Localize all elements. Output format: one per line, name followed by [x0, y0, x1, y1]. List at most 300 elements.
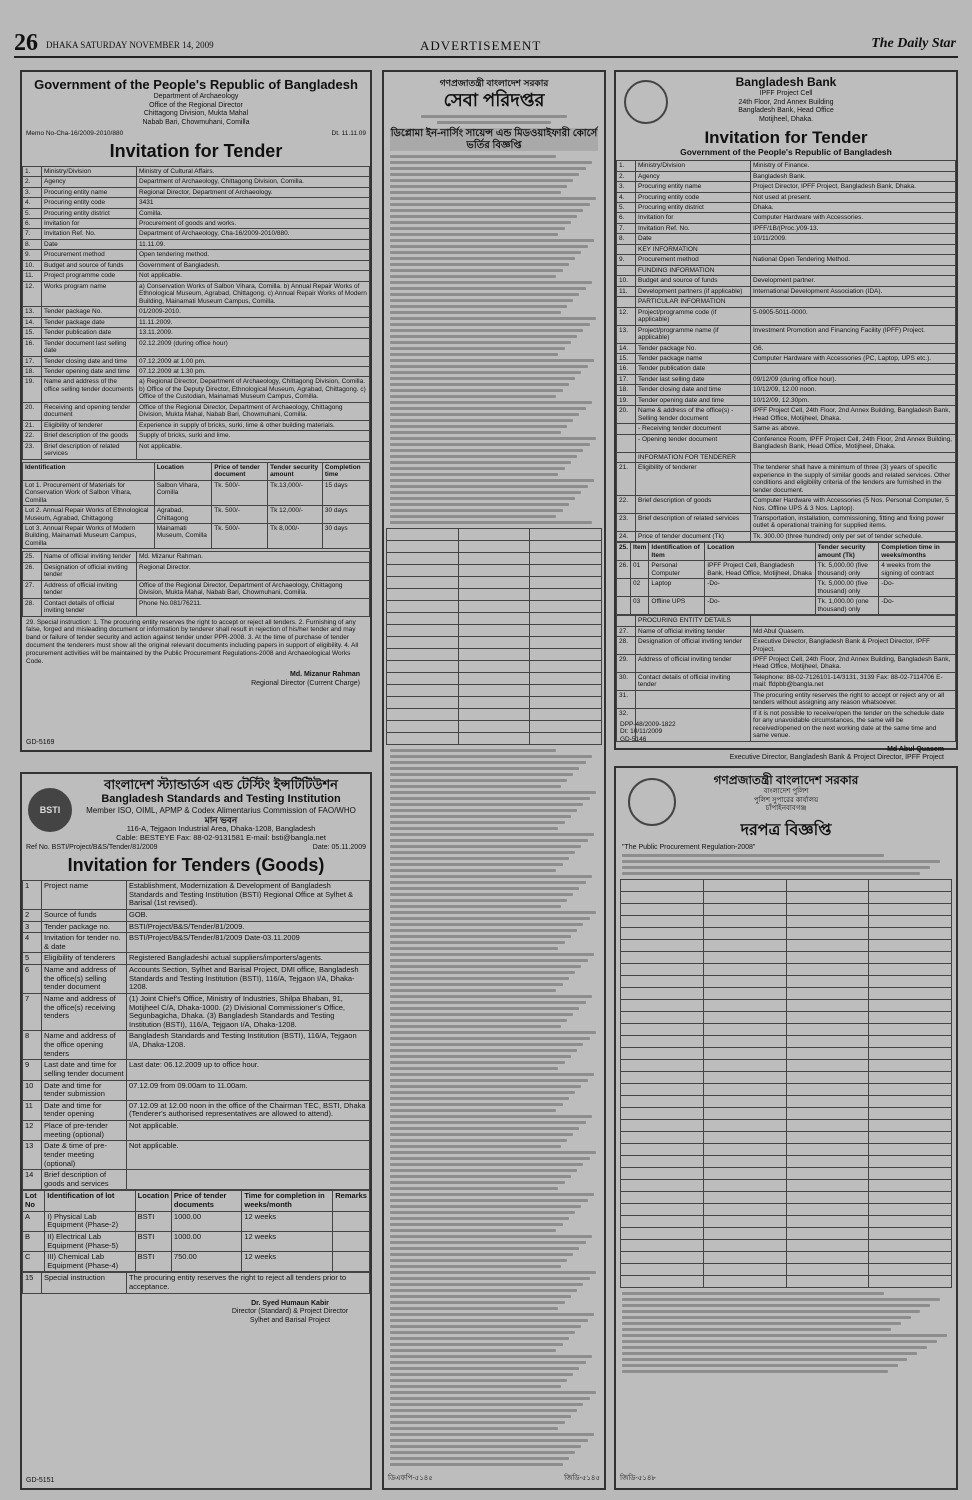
text-line — [390, 917, 590, 920]
table-cell: 12. — [23, 281, 42, 306]
table-row — [617, 597, 956, 615]
text-line — [390, 1073, 594, 1076]
text-line — [390, 761, 586, 764]
table-row — [617, 626, 956, 636]
table-cell: Receiving and opening tender document — [42, 402, 137, 420]
table-cell: Invitation for tender no. & date — [42, 933, 127, 953]
text-line — [390, 1139, 567, 1142]
table-cell — [617, 244, 636, 254]
text-line — [390, 167, 586, 170]
text-line — [622, 1304, 930, 1307]
text-line — [390, 1463, 563, 1466]
table-cell — [869, 1120, 952, 1132]
bsti-membership: Member ISO, OIML, APMP & Codex Alimentarius Commission of FAO/WHO — [86, 805, 356, 815]
table-cell — [617, 424, 636, 434]
table-row — [621, 1168, 952, 1180]
bangladesh-bank-tender-ad — [614, 70, 958, 762]
table-cell — [530, 697, 602, 709]
table-row — [617, 424, 956, 434]
table-cell — [786, 916, 869, 928]
text-line — [390, 419, 573, 422]
table-row — [617, 161, 956, 171]
table-cell: Budget and source of funds — [42, 260, 137, 270]
table-cell: Works program name — [42, 281, 137, 306]
table-cell: Computer Hardware with Accessories (PC, Laptop, UPS etc.). — [751, 354, 956, 364]
text-line — [390, 899, 567, 902]
table-cell — [458, 589, 530, 601]
table-cell — [703, 1276, 786, 1288]
table-cell: 19. — [23, 377, 42, 402]
bsti-bhaban: মান ভবন — [204, 814, 238, 825]
table-row — [617, 672, 956, 690]
table-cell — [621, 1108, 704, 1120]
bsti-name: Bangladesh Standards and Testing Institution — [101, 792, 341, 805]
table-cell: 21. — [617, 463, 636, 496]
table-cell: 17. — [617, 374, 636, 384]
table-cell — [786, 1096, 869, 1108]
text-line — [390, 503, 569, 506]
table-row — [617, 616, 956, 626]
text-line — [390, 323, 590, 326]
table-cell: 29. — [617, 655, 636, 673]
text-line — [390, 1355, 592, 1358]
table-cell: IPFF Project Cell, Bangladesh Bank, Head Office, Motijheel, Dhaka — [705, 561, 815, 579]
table-row — [621, 1120, 952, 1132]
table-header-cell: Completion time in weeks/months — [879, 543, 956, 561]
table-cell: 13. — [617, 325, 636, 343]
table-header-cell: Tender security amount (Tk) — [815, 543, 879, 561]
text-line — [390, 521, 592, 524]
table-cell: Invitation Ref. No. — [636, 223, 751, 233]
table-header-cell: Price of tender document — [212, 462, 268, 480]
table-row — [23, 523, 370, 548]
police-gov: গণপ্রজাতন্ত্রী বাংলাদেশ সরকার — [713, 773, 859, 787]
text-line — [390, 1193, 594, 1196]
table-cell — [869, 1060, 952, 1072]
table-cell — [621, 1012, 704, 1024]
lots-table — [22, 462, 370, 550]
section-label: ADVERTISEMENT — [420, 38, 542, 53]
table-cell: Not applicable. — [127, 1141, 370, 1170]
table-cell: Department of Archaeology, Chittagong Division, Comilla. — [137, 177, 370, 187]
table-row — [617, 202, 956, 212]
table-cell — [530, 733, 602, 745]
table-cell: Ministry/Division — [636, 161, 751, 171]
table-cell — [703, 880, 786, 892]
table-row — [621, 1276, 952, 1288]
table-cell: 14. — [617, 343, 636, 353]
text-line — [390, 1403, 583, 1406]
table-cell — [458, 625, 530, 637]
table-cell — [869, 904, 952, 916]
table-cell — [869, 1216, 952, 1228]
text-line — [390, 1427, 558, 1430]
table-cell — [530, 565, 602, 577]
table-cell: Eligibility of tenderer — [42, 420, 137, 430]
table-cell: Same as above. — [751, 424, 956, 434]
table-cell — [621, 892, 704, 904]
table-row — [23, 208, 370, 218]
table-row — [621, 880, 952, 892]
table-cell: Project programme code — [42, 271, 137, 281]
table-cell — [621, 976, 704, 988]
table-row — [617, 192, 956, 202]
text-line — [390, 1187, 558, 1190]
table-cell: III) Chemical Lab Equipment (Phase-4) — [45, 1252, 135, 1272]
text-line — [390, 479, 594, 482]
table-cell: 4 weeks from the signing of contract — [879, 561, 956, 579]
table-cell: Tender package date — [42, 317, 137, 327]
table-cell: If it is not possible to receive/open the tender on the schedule date for any unavoidable circumstances, the same will be received/opened on the next working date at the same time and same venue. — [751, 708, 956, 741]
text-line — [390, 245, 588, 248]
table-cell: 10/12/09, 12.30pm. — [751, 395, 956, 405]
table-cell — [387, 649, 459, 661]
table-cell: KEY INFORMATION — [636, 244, 751, 254]
table-cell — [703, 1240, 786, 1252]
table-cell: 16. — [617, 364, 636, 374]
table-cell — [869, 1276, 952, 1288]
table-row — [621, 1108, 952, 1120]
table-cell: 12. — [617, 307, 636, 325]
table-cell: The procuring entity reserves the right to accept or reject any or all tenders without assigning any reason whatsoever. — [751, 690, 956, 708]
table-cell: Establishment, Modernization & Development of Bangladesh Standards and Testing Institution (BSTI) Regional Office at Sylhet & Barisal (1st revised). — [127, 881, 370, 910]
table-cell — [869, 1108, 952, 1120]
table-cell — [621, 940, 704, 952]
table-row — [621, 1216, 952, 1228]
text-line — [390, 1307, 558, 1310]
table-row — [387, 589, 602, 601]
table-cell — [387, 673, 459, 685]
table-row — [387, 697, 602, 709]
text-line — [622, 1364, 898, 1367]
table-cell: Invitation for — [636, 213, 751, 223]
table-cell: (1) Joint Chief's Office, Ministry of Industries, Shilpa Bhaban, 91, Motijheel C/A, Dhaka-1000. (2) Divisional Commissioner's Office, Segunbagicha, Dhaka. (3) Bangladesh Standards and Testing Institution (BSTI), 116/A, Tejgaon I/A, Dhaka-1208. — [127, 993, 370, 1031]
table-cell: Project name — [42, 881, 127, 910]
table-cell: 2 — [23, 909, 42, 921]
table-cell — [703, 1132, 786, 1144]
text-line — [390, 809, 577, 812]
table-cell: International Development Association (IDA). — [751, 286, 956, 296]
table-cell: 9. — [617, 255, 636, 265]
nursing-subtitle: ডিপ্লোমা ইন-নার্সিং সায়েন্স এন্ড মিডওয়াইফারী কোর্সে ভর্তির বিজ্ঞপ্তি — [390, 128, 598, 151]
table-row — [617, 690, 956, 708]
archaeology-address: Department of Archaeology Office of the Regional Director Chittagong Division, Mukta Mahal Nabab Bari, Chowmuhani, Comilla — [142, 92, 250, 127]
table-row — [23, 229, 370, 239]
text-line — [390, 1259, 567, 1262]
table-cell — [869, 1132, 952, 1144]
table-row — [387, 685, 602, 697]
table-cell: 4. — [23, 198, 42, 208]
text-line — [390, 509, 563, 512]
table-cell: Mainamati Museum, Comilla — [154, 523, 212, 548]
text-line — [390, 1451, 575, 1454]
table-row — [387, 613, 602, 625]
table-cell — [621, 1060, 704, 1072]
table-header-cell: Identification — [23, 462, 155, 480]
table-row — [617, 265, 956, 275]
table-cell — [786, 1012, 869, 1024]
table-cell: Name of official inviting tender — [42, 552, 137, 562]
text-line — [390, 413, 579, 416]
table-cell: G6. — [751, 343, 956, 353]
text-line — [390, 1151, 596, 1154]
text-line — [390, 467, 565, 470]
table-row — [23, 420, 370, 430]
table-cell: Tender last selling date — [636, 374, 751, 384]
table-cell — [869, 892, 952, 904]
table-cell: Accounts Section, Sylhet and Barisal Project, DMI office, Bangladesh Standards and Testing Institution (BSTI), 116/A, Tejgaon I/A, Dhaka-1208. — [127, 965, 370, 994]
text-line — [622, 1334, 947, 1337]
table-cell: Investment Promotion and Financing Facility (IPFF) Project. — [751, 325, 956, 343]
table-cell — [869, 1048, 952, 1060]
table-cell: Contact details of official inviting tender — [42, 598, 137, 616]
text-line — [390, 1211, 575, 1214]
table-row — [617, 561, 956, 579]
table-cell — [387, 541, 459, 553]
table-row — [23, 356, 370, 366]
text-line — [390, 365, 588, 368]
text-line — [390, 791, 596, 794]
text-line — [390, 287, 586, 290]
table-cell — [869, 916, 952, 928]
text-line — [390, 815, 571, 818]
table-cell: Name and address of the office opening tenders — [42, 1031, 127, 1060]
signatory-title: Regional Director (Current Charge) — [251, 680, 360, 688]
table-cell — [458, 685, 530, 697]
table-cell — [703, 1120, 786, 1132]
table-header-cell: Item — [631, 543, 649, 561]
table-cell: Computer Hardware with Accessories. — [751, 213, 956, 223]
text-line — [390, 1109, 556, 1112]
text-line — [390, 1289, 577, 1292]
table-row — [617, 395, 956, 405]
bank-name: Bangladesh Bank — [735, 75, 837, 89]
table-cell: Eligibility of tenderer — [636, 463, 751, 496]
text-line — [390, 773, 573, 776]
table-row — [387, 553, 602, 565]
table-row — [617, 325, 956, 343]
table-cell — [458, 541, 530, 553]
table-row — [23, 198, 370, 208]
table-cell: 3. — [23, 187, 42, 197]
text-line — [390, 1169, 577, 1172]
table-cell: The tenderer shall have a minimum of three (3) years of specific experience in the supply of similar goods and related services. Other conditions and eligibility criteria of the tenders are furnished in the tender document. — [751, 463, 956, 496]
nursing-terms-text — [390, 749, 598, 1466]
table-row — [23, 377, 370, 402]
text-line — [390, 989, 556, 992]
table-cell — [458, 613, 530, 625]
text-line — [390, 311, 561, 314]
table-cell: 8 — [23, 1031, 42, 1060]
table-row — [621, 1012, 952, 1024]
text-line — [390, 1067, 558, 1070]
table-cell — [703, 1192, 786, 1204]
table-cell — [703, 976, 786, 988]
table-cell — [786, 1072, 869, 1084]
table-cell: 09/12/09 (during office hour). — [751, 374, 956, 384]
text-line — [390, 491, 581, 494]
table-cell: Procurement method — [636, 255, 751, 265]
table-row — [23, 1060, 370, 1080]
table-cell — [703, 964, 786, 976]
table-row — [617, 307, 956, 325]
table-cell: 3. — [617, 182, 636, 192]
table-cell: a) Conservation Works of Salbon Vihara, Comilla. b) Annual Repair Works of Ethnological Museum, Agrabad, Chittagong. c) Annual Repair Works of Modern Building, Mainamati Museum Campus, Comilla. — [137, 281, 370, 306]
table-cell: a) Regional Director, Department of Archaeology, Chittagong Division, Comilla. b) Office of the Deputy Director, Ethnological Museum, Agrabad, Chittagong. c) Office of the Custodian, Mainamati Museum Campus, Comilla. — [137, 377, 370, 402]
table-header-cell: 25. — [617, 543, 631, 561]
tender-info-table — [22, 166, 370, 460]
text-line — [390, 1061, 565, 1064]
text-line — [390, 863, 563, 866]
table-cell — [869, 1180, 952, 1192]
table-cell: 12 — [23, 1121, 42, 1141]
table-cell — [621, 1072, 704, 1084]
text-line — [390, 371, 581, 374]
table-cell — [621, 1120, 704, 1132]
table-cell: 03 — [631, 597, 649, 615]
table-row — [617, 531, 956, 541]
table-row — [621, 1132, 952, 1144]
table-cell — [458, 637, 530, 649]
table-cell — [530, 529, 602, 541]
text-line — [390, 1085, 581, 1088]
table-cell: Date and time for tender submission — [42, 1080, 127, 1100]
table-row — [23, 317, 370, 327]
table-cell — [703, 892, 786, 904]
table-cell: Procuring entity name — [42, 187, 137, 197]
table-row — [621, 1204, 952, 1216]
table-cell — [387, 613, 459, 625]
table-cell: Date and time for tender opening — [42, 1100, 127, 1120]
text-line — [390, 1025, 561, 1028]
text-line — [390, 947, 558, 950]
memo-number: Memo No-Cha-16/2009-2010/880 — [26, 129, 124, 137]
text-line — [390, 1457, 569, 1460]
table-cell: 07.12.2009 at 1.00 pm. — [137, 356, 370, 366]
table-cell: Place of pre-tender meeting (optional) — [42, 1121, 127, 1141]
table-row — [23, 993, 370, 1031]
table-cell: 10. — [617, 276, 636, 286]
bsti-info-table — [22, 880, 370, 1190]
table-cell — [621, 1048, 704, 1060]
table-cell: 26. — [617, 561, 631, 579]
text-line — [622, 1310, 920, 1313]
table-cell: - Opening tender document — [636, 434, 751, 452]
table-cell: 17. — [23, 356, 42, 366]
bsti-special-table: 15 Special instruction The procuring entity reserves the right to reject all tenders prior to acceptance. — [22, 1272, 370, 1293]
table-row — [621, 1084, 952, 1096]
table-cell — [869, 988, 952, 1000]
table-cell: Agency — [42, 177, 137, 187]
table-cell — [751, 452, 956, 462]
table-cell: 07.12.09 from 09.00am to 11.00am. — [127, 1080, 370, 1100]
text-line — [390, 1247, 579, 1250]
archaeology-tender-ad — [20, 70, 372, 752]
table-cell — [387, 589, 459, 601]
table-cell — [786, 1204, 869, 1216]
table-row — [621, 892, 952, 904]
table-cell: Tk. 500/- — [212, 506, 268, 524]
text-line — [390, 401, 592, 404]
table-row — [23, 580, 370, 598]
police-intro: "The Public Procurement Regulation-2008" — [622, 844, 756, 852]
table-cell: BSTI — [135, 1211, 171, 1231]
table-cell: Comilla. — [137, 208, 370, 218]
table-cell — [387, 697, 459, 709]
table-row — [23, 250, 370, 260]
table-cell — [621, 1036, 704, 1048]
table-cell — [786, 1084, 869, 1096]
table-cell: 2. — [23, 177, 42, 187]
text-line — [390, 437, 596, 440]
text-line — [390, 755, 592, 758]
table-cell: Salbon Vihara, Comilla — [154, 480, 212, 505]
table-row — [617, 276, 956, 286]
table-cell: 11.11.09. — [137, 239, 370, 249]
table-row — [617, 374, 956, 384]
table-cell: I) Physical Lab Equipment (Phase-2) — [45, 1211, 135, 1231]
text-line — [390, 1367, 579, 1370]
table-cell — [869, 880, 952, 892]
table-cell: Lot 2. Annual Repair Works of Ethnological Museum, Agrabad, Chittagong — [23, 506, 155, 524]
text-line — [390, 1301, 565, 1304]
bsti-signatory-name: Dr. Syed Humaun Kabir — [251, 1299, 329, 1307]
table-cell: Last date and time for selling tender document — [42, 1060, 127, 1080]
nursing-code-left: ডিএফপি-৫১৪৫ — [388, 1475, 433, 1482]
table-cell — [621, 880, 704, 892]
table-row — [23, 965, 370, 994]
table-cell — [869, 1156, 952, 1168]
table-row — [617, 354, 956, 364]
text-line — [390, 869, 556, 872]
table-cell: 3431 — [137, 198, 370, 208]
text-line — [390, 1349, 556, 1352]
table-cell: 1. — [23, 166, 42, 176]
text-line — [390, 443, 590, 446]
table-cell: Procuring entity code — [42, 198, 137, 208]
text-line — [390, 1019, 567, 1022]
table-cell: Name & address of the office(s) - Selling tender document — [636, 406, 751, 424]
text-line — [622, 1352, 917, 1355]
table-cell — [869, 1240, 952, 1252]
table-cell: 15. — [23, 328, 42, 338]
table-cell — [786, 1036, 869, 1048]
table-cell: 13.11.2009. — [137, 328, 370, 338]
text-line — [390, 971, 575, 974]
table-cell — [387, 553, 459, 565]
text-line — [390, 857, 569, 860]
table-cell: Tender closing date and time — [42, 356, 137, 366]
table-row — [617, 513, 956, 531]
table-cell — [869, 940, 952, 952]
text-line — [390, 803, 583, 806]
table-cell — [621, 916, 704, 928]
table-cell: 13. — [23, 307, 42, 317]
table-cell — [703, 1072, 786, 1084]
text-line — [390, 341, 571, 344]
table-row — [387, 601, 602, 613]
police-ad-code: জিডি-৫১৪৮ — [620, 1475, 656, 1482]
text-line — [390, 839, 588, 842]
text-line — [390, 305, 567, 308]
text-line — [390, 1319, 588, 1322]
table-cell — [617, 434, 636, 452]
table-cell: Tk. 1,000.00 (one thousand) only — [815, 597, 879, 615]
table-header-row — [617, 543, 956, 561]
table-cell — [786, 1156, 869, 1168]
text-line — [390, 233, 558, 236]
bank-signatory-name: Md Abul Quasem — [887, 745, 944, 753]
